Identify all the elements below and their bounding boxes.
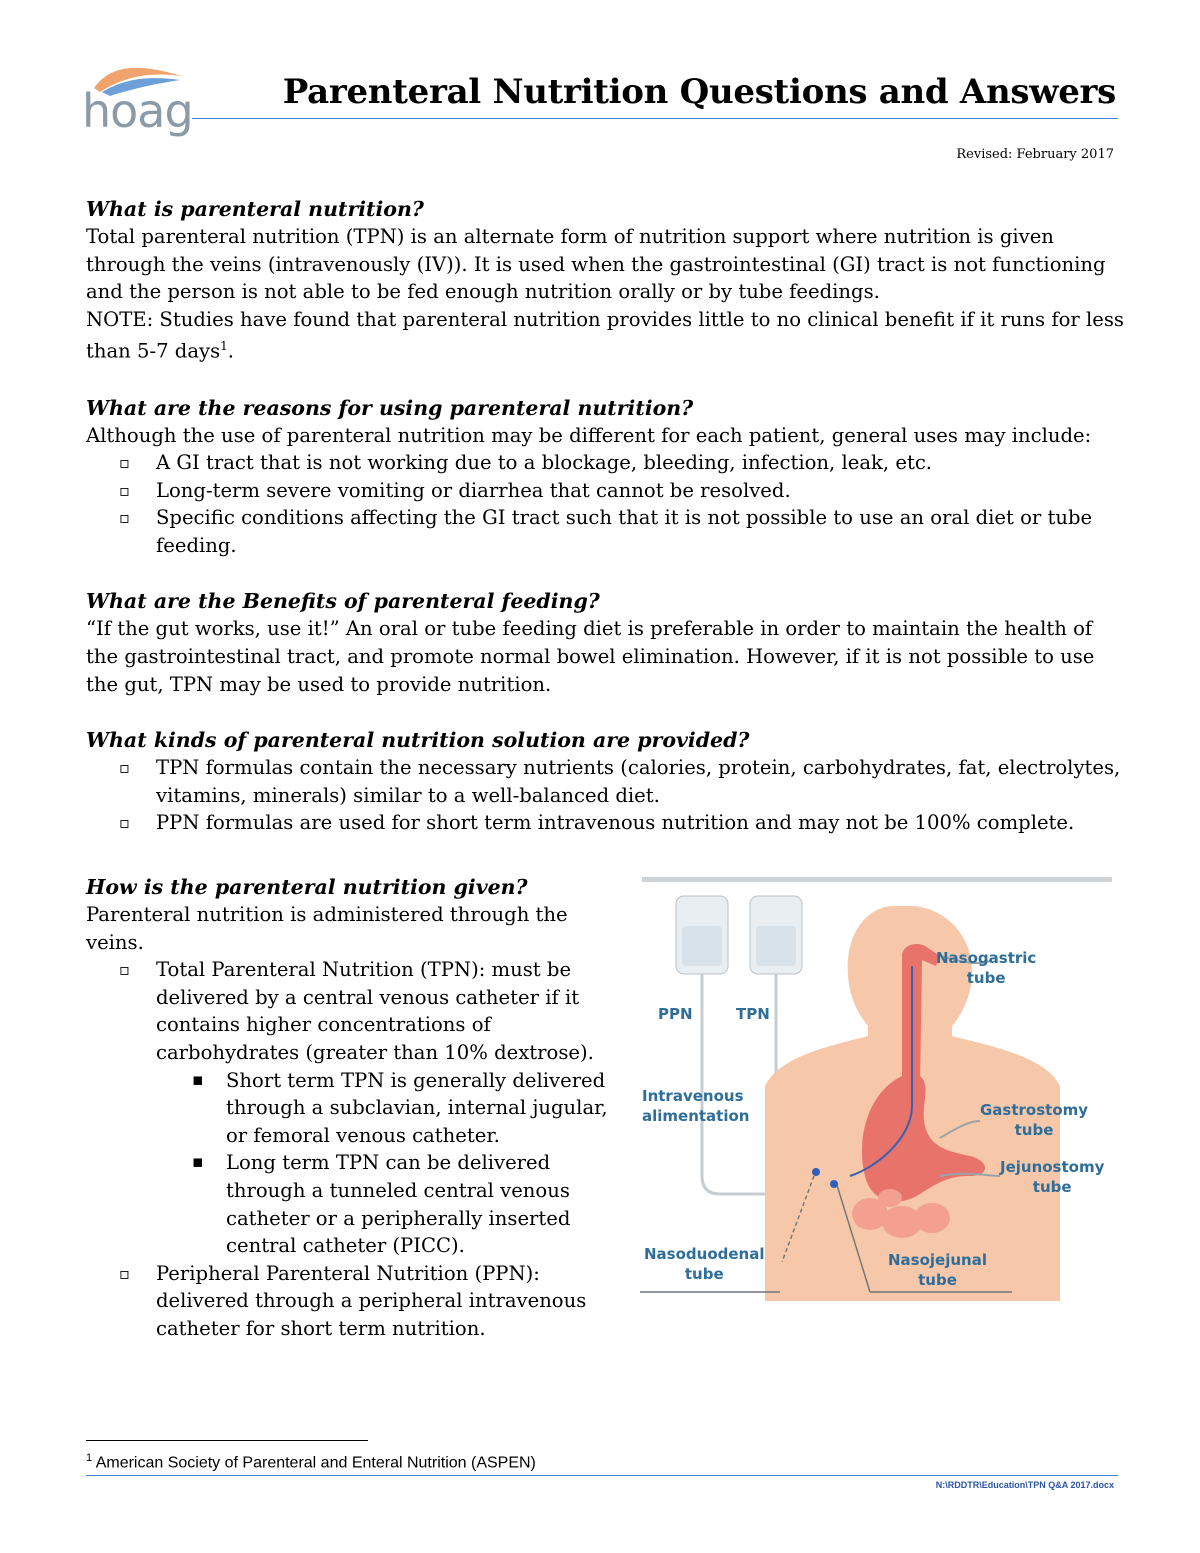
label-ppn: PPN <box>658 1005 693 1023</box>
logo-text: hoag <box>82 84 193 138</box>
question-kinds: What kinds of parenteral nutrition solution are provided? <box>86 728 750 753</box>
revised-date: Revised: February 2017 <box>956 147 1114 162</box>
tpn-text: Total Parenteral Nutrition (TPN): must be delivered by a central venous catheter if it contains higher concentrations of carbohydrates (greater than 10% dextrose). <box>156 958 594 1064</box>
list-item <box>156 956 626 1260</box>
note-text: NOTE: Studies have found that parenteral nutrition provides little to no clinical benefit if it runs for less than 5-7 days <box>86 307 1124 363</box>
note-paragraph <box>86 306 1126 366</box>
note-end: . <box>227 339 235 363</box>
answer-what-is: Total parenteral nutrition (TPN) is an alternate form of nutrition support where nutrition is given through the veins (intravenously (IV)). It is used when the gastrointestinal (GI) tract is not functioning and the person is not able to be fed enough nutrition orally or by tube feedings. <box>86 225 1106 304</box>
footer-file-path: N:\RDDTR\Education\TPN Q&A 2017.docx <box>935 1480 1114 1490</box>
label-gastrostomy: Gastrostomy tube <box>980 1101 1089 1139</box>
question-reasons: What are the reasons for using parenteral nutrition? <box>86 395 694 420</box>
footer-divider <box>86 1475 1118 1476</box>
footnote-text: American Society of Parenteral and Enteral Nutrition (ASPEN) <box>95 1454 536 1472</box>
list-item: ▫ PPN formulas are used for short term intravenous nutrition and may not be 100% complete. <box>156 809 1126 837</box>
label-jejunostomy: Jejunostomy tube <box>1000 1158 1105 1196</box>
footnote-number: 1 <box>86 1452 93 1464</box>
header-divider <box>192 118 1118 119</box>
sub-list-item: ▪ Long term TPN can be delivered through a tunneled central venous catheter or a peripherally inserted central catheter (PICC). <box>226 1149 626 1259</box>
list-item: ▫ Peripheral Parenteral Nutrition (PPN): delivered through a peripheral intravenous catheter for short term nutrition. <box>156 1260 626 1343</box>
how-given-section <box>86 873 626 1343</box>
label-tpn: TPN <box>736 1005 770 1023</box>
label-nasoduodenal: Nasoduodenal tube <box>644 1245 765 1283</box>
kinds-list <box>86 754 1126 837</box>
footnote-divider <box>86 1440 368 1441</box>
question-what-is: What is parenteral nutrition? <box>86 197 424 221</box>
how-list <box>86 956 626 1342</box>
footnote <box>86 1452 536 1472</box>
answer-benefits: “If the gut works, use it!” An oral or tube feeding diet is preferable in order to maintain the health of the gastrointestinal tract, and promote normal bowel elimination. However, if it is not possible to use the gut, TPN may be used to provide nutrition. <box>86 617 1095 696</box>
list-item: ▫ Specific conditions affecting the GI tract such that it is not possible to use an oral diet or tube feeding. <box>156 504 1126 559</box>
list-item: ▫ Long-term severe vomiting or diarrhea that cannot be resolved. <box>156 477 1126 505</box>
list-item: ▫ TPN formulas contain the necessary nutrients (calories, protein, carbohydrates, fat, electrolytes, vitamins, minerals) similar to a well-balanced diet. <box>156 754 1126 809</box>
main-content <box>86 195 1126 837</box>
how-intro: Parenteral nutrition is administered through the veins. <box>86 903 568 954</box>
list-item: ▫ A GI tract that is not working due to a blockage, bleeding, infection, leak, etc. <box>156 449 1126 477</box>
nutrition-routes-diagram <box>640 876 1115 1301</box>
label-intravenous-alimentation: Intravenous alimentation <box>642 1087 750 1125</box>
hoag-logo <box>80 62 193 142</box>
question-benefits: What are the Benefits of parenteral feeding? <box>86 589 600 614</box>
reasons-list <box>86 449 1126 559</box>
page-title: Parenteral Nutrition Questions and Answers <box>282 72 1116 112</box>
question-how: How is the parenteral nutrition given? <box>86 875 528 899</box>
reasons-intro: Although the use of parenteral nutrition may be different for each patient, general uses may include: <box>86 423 1092 447</box>
label-nasogastric: Nasogastric tube <box>936 949 1037 987</box>
label-nasojejunal: Nasojejunal tube <box>888 1251 987 1289</box>
tpn-sublist <box>156 1067 626 1260</box>
sub-list-item: ▪ Short term TPN is generally delivered through a subclavian, internal jugular, or femoral venous catheter. <box>226 1067 626 1150</box>
footnote-ref[interactable]: 1 <box>220 339 228 354</box>
